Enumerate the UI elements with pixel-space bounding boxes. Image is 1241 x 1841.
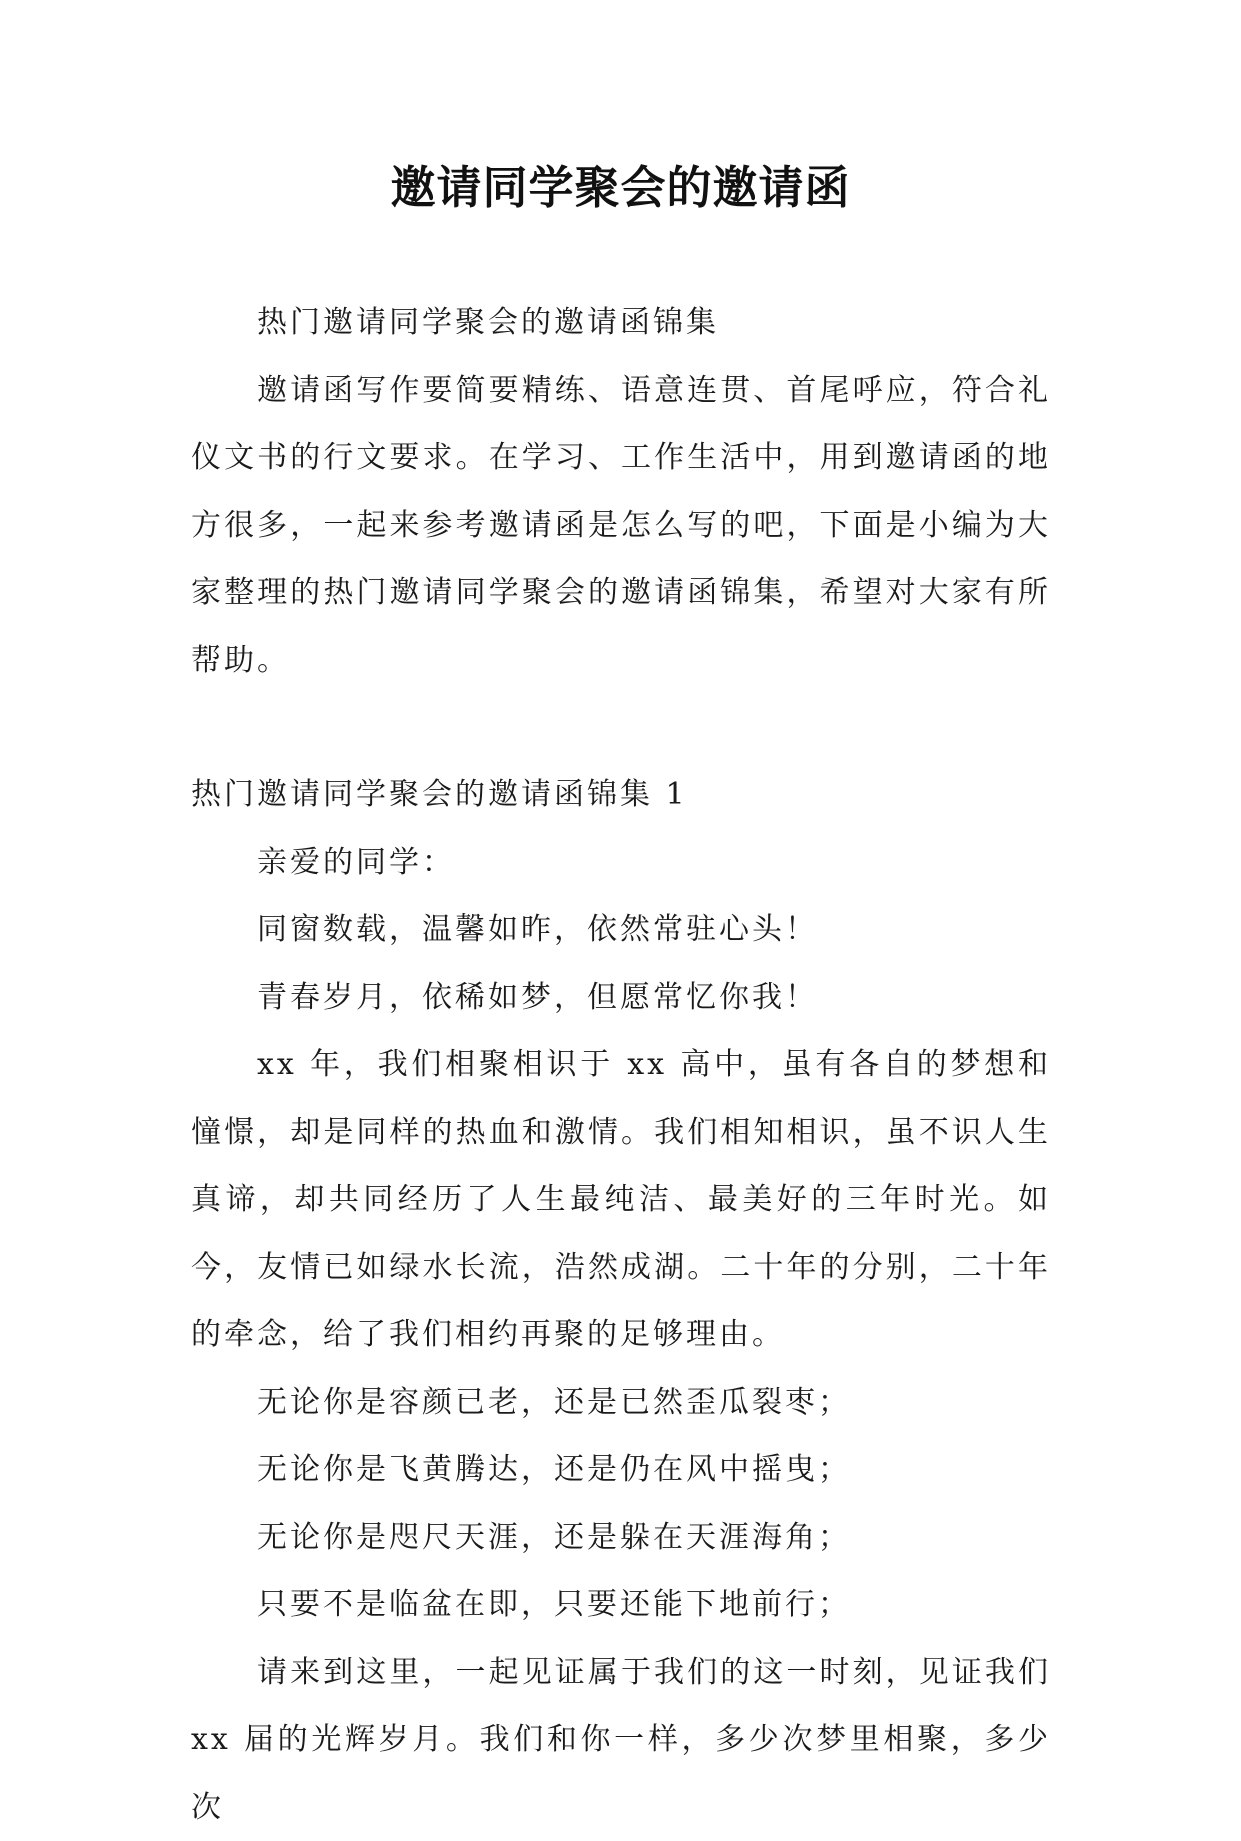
- section-heading: 热门邀请同学聚会的邀请函锦集 1: [191, 761, 1051, 829]
- paragraph-gap: [191, 694, 1051, 761]
- document-body: [191, 289, 1051, 1841]
- intro-paragraph: 邀请函写作要简要精练、语意连贯、首尾呼应，符合礼仪文书的行文要求。在学习、工作生活中，用到邀请函的地方很多，一起来参考邀请函是怎么写的吧，下面是小编为大家整理的热门邀请同学聚会的邀请函锦集，希望对大家有所帮助。: [191, 357, 1051, 695]
- body-line: 青春岁月，依稀如梦，但愿常忆你我！: [191, 964, 1051, 1032]
- intro-heading: 热门邀请同学聚会的邀请函锦集: [191, 289, 1051, 357]
- document-title: 邀请同学聚会的邀请函: [0, 158, 1241, 218]
- body-line: 同窗数载，温馨如昨，依然常驻心头！: [191, 896, 1051, 964]
- body-paragraph: 请来到这里，一起见证属于我们的这一时刻，见证我们 xx 届的光辉岁月。我们和你一样，多少次梦里相聚，多少次: [191, 1639, 1051, 1841]
- body-line: 无论你是容颜已老，还是已然歪瓜裂枣；: [191, 1369, 1051, 1437]
- body-line: 只要不是临盆在即，只要还能下地前行；: [191, 1571, 1051, 1639]
- body-line: 无论你是飞黄腾达，还是仍在风中摇曳；: [191, 1436, 1051, 1504]
- body-line: 无论你是咫尺天涯，还是躲在天涯海角；: [191, 1504, 1051, 1572]
- body-paragraph: xx 年，我们相聚相识于 xx 高中，虽有各自的梦想和憧憬，却是同样的热血和激情。我们相知相识，虽不识人生真谛，却共同经历了人生最纯洁、最美好的三年时光。如今，友情已如绿水长流，浩然成湖。二十年的分别，二十年的牵念，给了我们相约再聚的足够理由。: [191, 1031, 1051, 1369]
- salutation: 亲爱的同学：: [191, 829, 1051, 897]
